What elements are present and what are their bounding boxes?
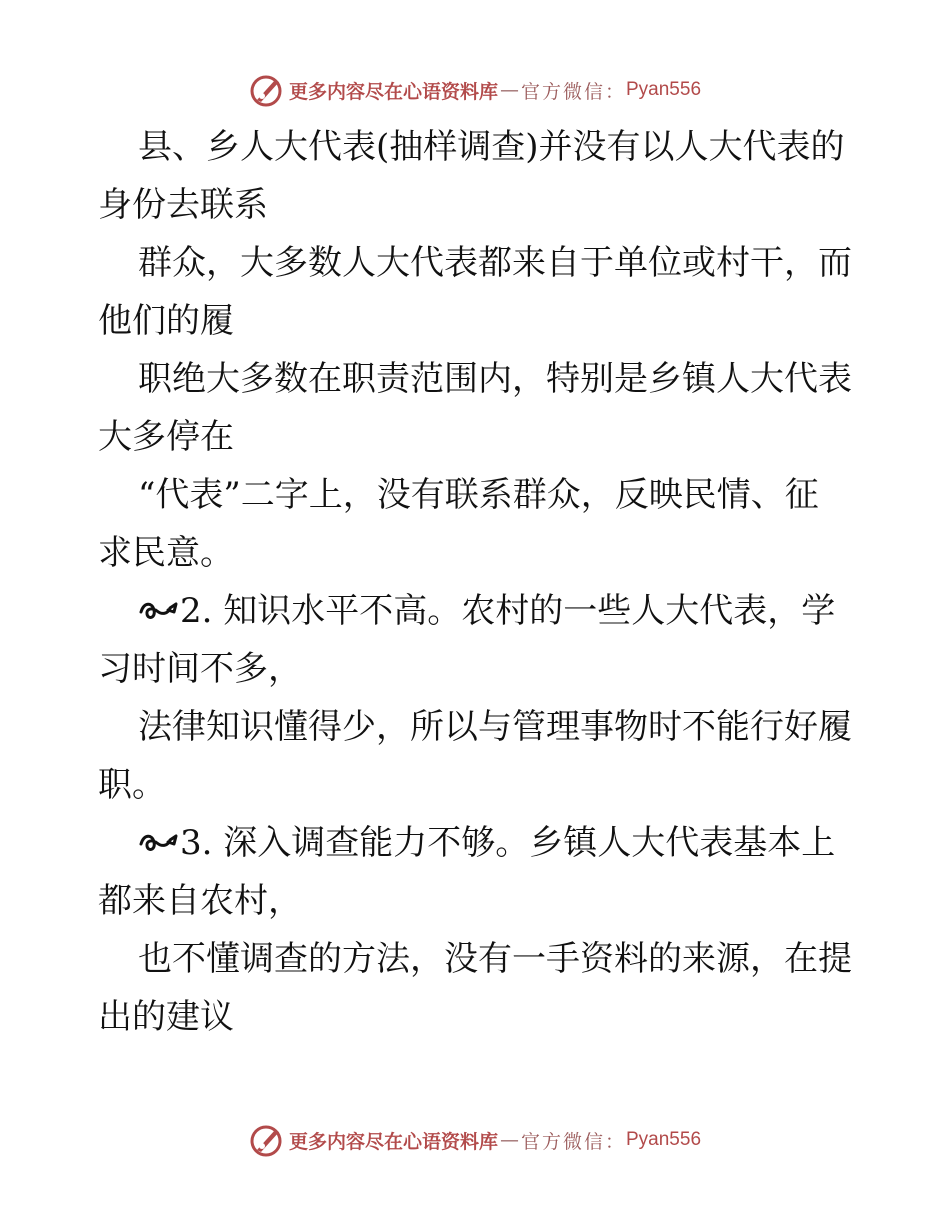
paragraph-line: 求民意。 <box>98 533 234 573</box>
paragraph <box>98 350 858 466</box>
header-banner <box>0 70 950 110</box>
paragraph <box>98 814 858 930</box>
banner-dash: — <box>499 79 519 101</box>
paragraph-line: 身份去联系 <box>98 185 268 225</box>
banner-wechat-label: 官方微信： <box>520 1130 626 1153</box>
paragraph-line-with-bullet <box>98 814 858 872</box>
paragraph-line: 都来自农村， <box>98 881 302 921</box>
paragraph-line: “代表”二字上，没有联系群众，反映民情、征 <box>138 475 819 515</box>
paragraph-line: 大多停在 <box>98 417 234 457</box>
paragraph-line-with-bullet <box>98 582 858 640</box>
banner-wechat-id: Pyan556 <box>626 1129 702 1150</box>
paragraph-line: 群众，大多数人大代表都来自于单位或村干，而 <box>138 243 852 283</box>
paragraph-line: 也不懂调查的方法，没有一手资料的来源，在提 <box>138 939 852 979</box>
paragraph <box>98 466 858 582</box>
paragraph-line-text: 3. 深入调查能力不够。乡镇人大代表基本上 <box>180 823 836 863</box>
paragraph-line: 职。 <box>98 765 166 805</box>
pen-logo-icon <box>249 72 285 108</box>
paragraph-line: 法律知识懂得少，所以与管理事物时不能行好履 <box>138 707 852 747</box>
paragraph-line: 他们的履 <box>98 301 234 341</box>
paragraph <box>98 930 858 1046</box>
paragraph <box>98 234 858 350</box>
footer-banner <box>0 1120 950 1160</box>
banner-wechat-label: 官方微信： <box>520 80 626 103</box>
paragraph-line: 县、乡人大代表(抽样调查)并没有以人大代表的 <box>138 127 845 167</box>
document-body <box>98 118 858 1046</box>
paragraph-line-text: 2. 知识水平不高。农村的一些人大代表，学 <box>180 591 836 631</box>
paragraph-line: 职绝大多数在职责范围内，特别是乡镇人大代表 <box>138 359 852 399</box>
bullet-icon <box>138 830 180 856</box>
banner-site-name: 更多内容尽在心语资料库 <box>288 1130 498 1153</box>
banner-site-name: 更多内容尽在心语资料库 <box>288 80 498 103</box>
bullet-icon <box>138 598 180 624</box>
banner-wechat-id: Pyan556 <box>626 79 702 100</box>
paragraph-line: 出的建议 <box>98 997 234 1037</box>
pen-logo-icon <box>249 1122 285 1158</box>
paragraph-line: 习时间不多， <box>98 649 302 689</box>
banner-dash: — <box>499 1129 519 1151</box>
paragraph <box>98 582 858 698</box>
paragraph <box>98 118 858 234</box>
paragraph <box>98 698 858 814</box>
